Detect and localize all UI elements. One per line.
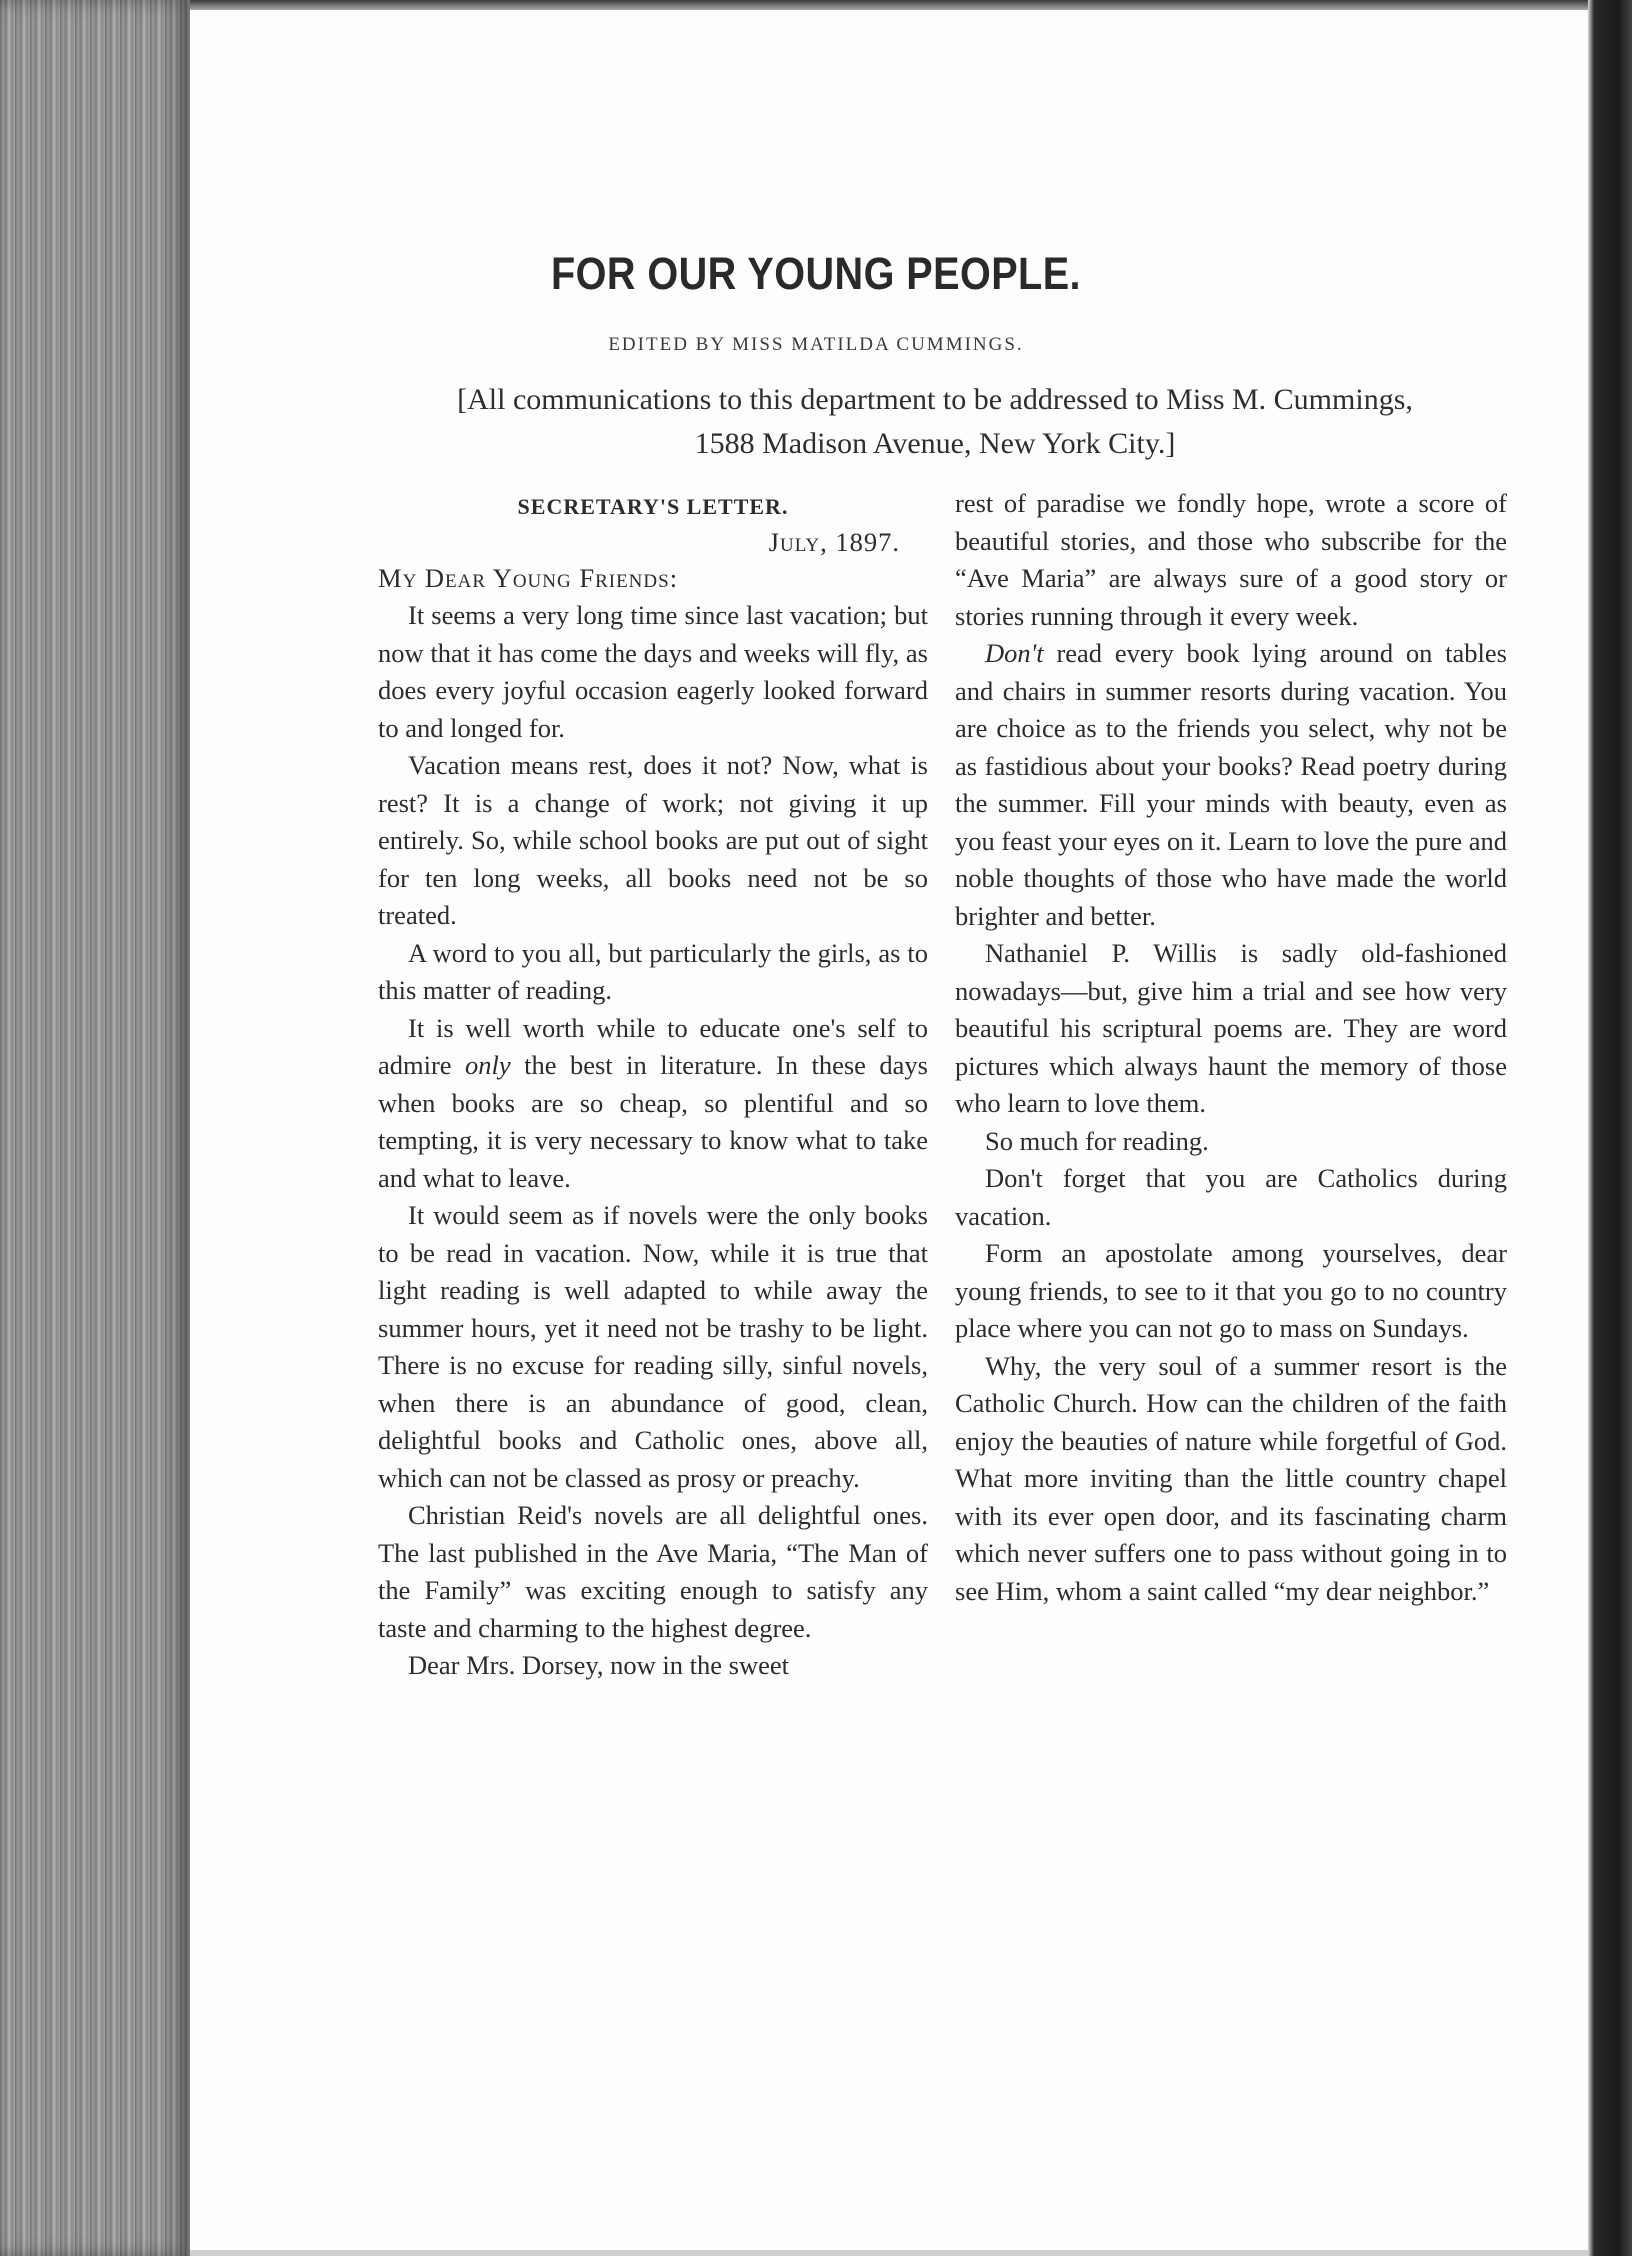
editor-line: EDITED BY MISS MATILDA CUMMINGS. [608,334,1024,355]
paragraph: rest of paradise we fondly hope, wrote a score of beautiful stories, and those who subscribe for the “Ave Maria” are always sure of a good story or stories running through it every week. [955,488,1507,631]
emphasis: Don't [985,638,1044,668]
notice-block [365,378,1505,466]
paragraph: Nathaniel P. Willis is sadly old-fashioned nowadays—but, give him a trial and see how very beautiful his scriptural poems are. They are word pictures which always haunt the memory of those who learn to love them. [955,938,1507,1118]
right-column [955,485,1507,1610]
paragraph: Don't forget that you are Catholics during vacation. [955,1163,1507,1231]
text-run: It is well worth while to educate one's self to admire [378,1012,928,1080]
paragraph: Form an apostolate among yourselves, dear young friends, to see to it that you go to no country place where you can not go to mass on Sundays. [955,1238,1507,1343]
notice-line-2: 1588 Madison Avenue, New York City.] [694,427,1176,460]
page-title: FOR OUR YOUNG PEOPLE. [551,248,1081,299]
paragraph: Vacation means rest, does it not? Now, what is rest? It is a change of work; not giving it up entirely. So, while school books are put out of sight for ten long weeks, all books need not be so treated. [378,750,928,930]
paragraph: Christian Reid's novels are all delightful ones. The last published in the Ave Maria, “The Man of the Family” was exciting enough to satisfy any taste and charming to the highest degree. [378,1500,928,1643]
paragraph: Dear Mrs. Dorsey, now in the sweet [408,1650,789,1680]
left-column [378,485,928,1685]
paragraph [378,1010,928,1198]
emphasis: only [465,1050,511,1080]
paragraph [955,635,1507,935]
salutation: My Dear Young Friends: [378,563,679,593]
letter-date: July, 1897. [768,527,900,557]
text-run: the best in literature. In these days when books are so cheap, so plentiful and so tempting, it is very necessary to know what to take and what to leave. [378,1050,928,1193]
text-run: read every book lying around on tables and chairs in summer resorts during vacation. You are choice as to the friends you select, why not be as fastidious about your books? Read poetry during the summer. Fill your minds with beauty, even as you feast your eyes on it. Learn to love the pure and noble thoughts of those who have made the world brighter and better. [955,638,1507,931]
paragraph: Why, the very soul of a summer resort is the Catholic Church. How can the children of the faith enjoy the beauties of nature while forgetful of God. What more inviting than the little country chapel with its ever open door, and its fascinating charm which never suffers one to pass without going in to see Him, whom a saint called “my dear neighbor.” [955,1350,1507,1606]
paragraph: It would seem as if novels were the only books to be read in vacation. Now, while it is true that light reading is well adapted to while away the summer hours, yet it need not be trashy to be light. There is no excuse for reading silly, sinful novels, when there is an abundance of good, clean, delightful books and Catholic ones, above all, which can not be classed as prosy or preachy. [378,1200,928,1493]
notice-line-1: [All communications to this department to be addressed to Miss M. Cummings, [457,383,1413,416]
paragraph: It seems a very long time since last vacation; but now that it has come the days and weeks will fly, as does every joyful occasion eagerly looked forward to and longed for. [378,600,928,743]
section-heading: SECRETARY'S LETTER. [517,494,789,519]
paragraph: A word to you all, but particularly the girls, as to this matter of reading. [378,937,928,1005]
paragraph: So much for reading. [985,1125,1209,1156]
